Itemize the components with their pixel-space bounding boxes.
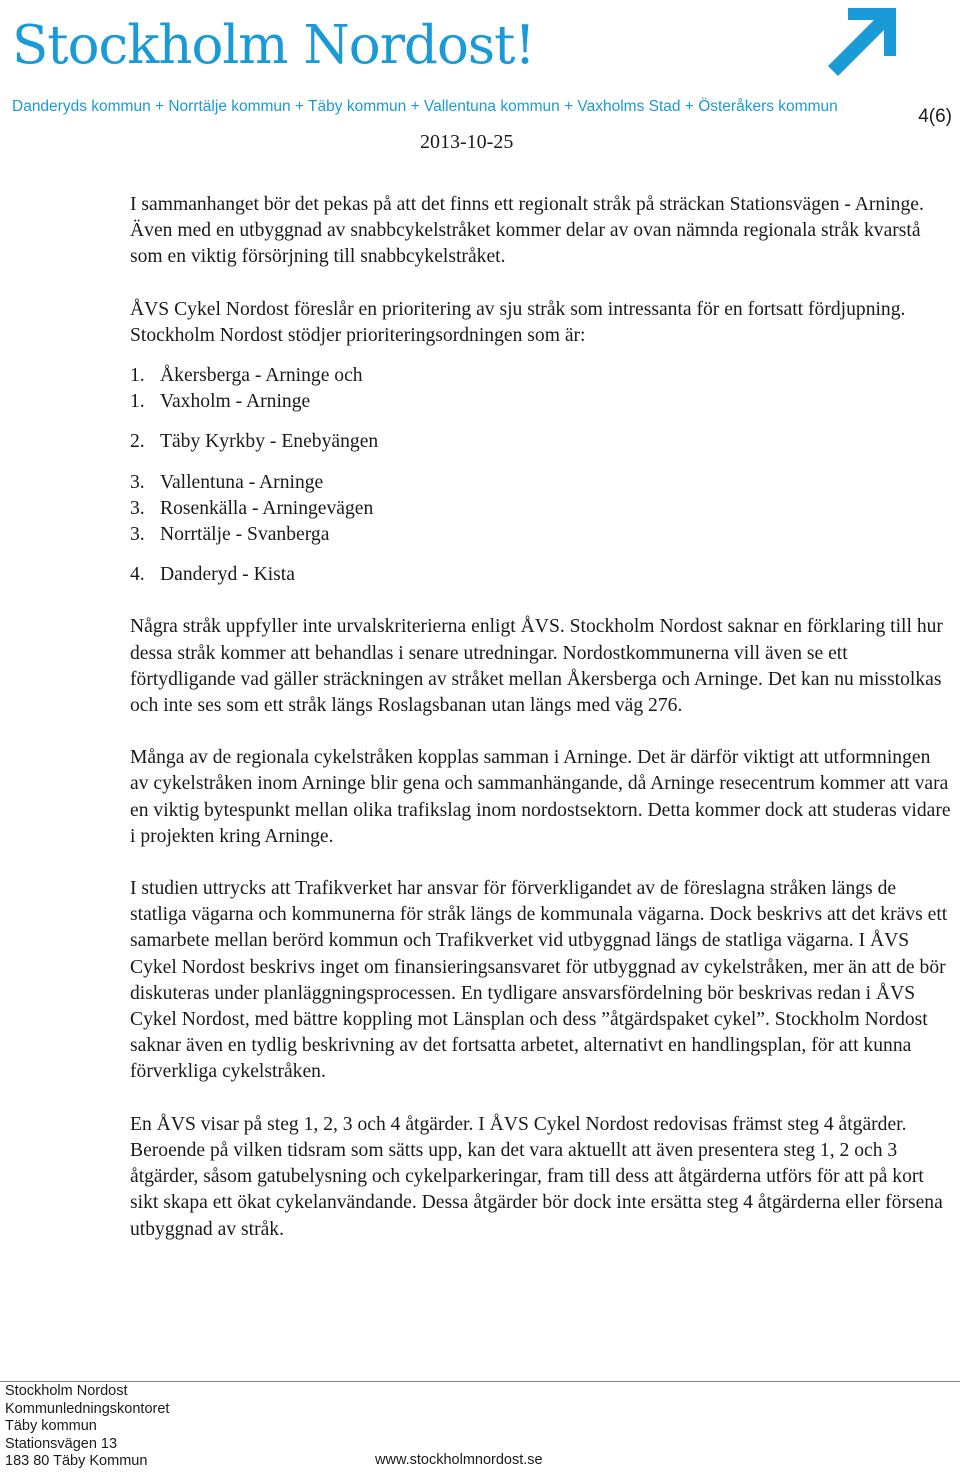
municipalities-line: Danderyds kommun + Norrtälje kommun + Täby kommun + Vallentuna kommun + Vaxholms Stad + Österåkers kommun — [12, 98, 838, 115]
paragraph-2: ÅVS Cykel Nordost föreslår en prioritering av sju stråk som intressanta för en fortsatt fördjupning. Stockholm Nordost stödjer prioriteringsordningen som är: — [130, 298, 906, 346]
logo-title: Stockholm Nordost! — [12, 15, 535, 76]
list-item: 4. Danderyd - Kista — [130, 564, 295, 586]
priority-group-2 — [130, 429, 952, 455]
footer-org: Stockholm Nordost — [5, 1383, 128, 1399]
paragraph-5: I studien uttrycks att Trafikverket har ansvar för förverkligandet av de föreslagna stråken längs de statliga vägarna och kommunerna för stråk längs de kommunala vägarna. Dock beskrivs att det krävs ett samarbete mellan berörd kommun och Trafikverket vid utbyggnad längs de statliga vägarna. I ÅVS Cykel Nordost beskrivs inget om finansieringsansvaret för utbyggnad av cykelstråken, mer än att de bör diskuteras under planläggningsprocessen. En tydligare ansvarsfördelning bör beskrivas redan i ÅVS Cykel Nordost, med bättre koppling mot Länsplan och dess ”åtgärdspaket cykel”. Stockholm Nordost saknar även en tydlig beskrivning av det fortsatta arbetet, alternativt en handlingsplan, för att kunna förverkliga cykelstråken. — [130, 878, 948, 1083]
priority-group-3 — [130, 470, 952, 549]
paragraph-6: En ÅVS visar på steg 1, 2, 3 och 4 åtgärder. I ÅVS Cykel Nordost redovisas främst steg 4 åtgärder. Beroende på vilken tidsram som sätts upp, kan det vara aktuellt att även presentera steg 1, 2 och 3 åtgärder, såsom gatubelysning och cykelparkeringar, fram till dess att åtgärderna utförs för att på kort sikt skapa ett ökat cykelanvändande. Dessa åtgärder bör dock inte ersätta steg 4 åtgärderna eller försena utbyggnad av stråk. — [130, 1113, 943, 1240]
footer-postal: 183 80 Täby Kommun — [5, 1453, 148, 1469]
footer-street: Stationsvägen 13 — [5, 1435, 118, 1452]
paragraph-4: Många av de regionala cykelstråken kopplas samman i Arninge. Det är därför viktigt att utformningen av cykelstråken inom Arninge blir gena och sammanhängande, då Arninge resecentrum kommer att vara en viktig bytespunkt mellan olika trafikslag inom nordostsektorn. Detta kommer dock att studeras vidare i projekten kring Arninge. — [130, 747, 951, 847]
footer-address — [5, 1383, 169, 1471]
document-date: 2013-10-25 — [420, 131, 514, 153]
list-item: 2. Täby Kyrkby - Enebyängen — [130, 431, 379, 453]
list-item: 1. Vaxholm - Arninge — [130, 391, 311, 413]
priority-group-1 — [130, 363, 952, 415]
list-item: 1. Åkersberga - Arninge och — [130, 365, 363, 387]
paragraph-1: I sammanhanget bör det pekas på att det finns ett regionalt stråk på sträckan Stationsvägen - Arninge. Även med en utbyggnad av snabbcykelstråket kommer delar av ovan nämnda regionala stråk kvarstå som en viktig försörjning till snabbcykelstråket. — [130, 194, 924, 268]
list-item: 3. Norrtälje - Svanberga — [130, 524, 330, 546]
page-number: 4(6) — [918, 106, 952, 127]
footer-municipality: Täby kommun — [5, 1418, 97, 1434]
footer-divider — [0, 1381, 960, 1382]
priority-group-4 — [130, 562, 952, 588]
footer-office: Kommunledningskontoret — [5, 1400, 170, 1417]
list-item: 3. Rosenkälla - Arningevägen — [130, 497, 374, 519]
paragraph-3: Några stråk uppfyller inte urvalskriterierna enligt ÅVS. Stockholm Nordost saknar en förklaring till hur dessa stråk kommer att behandlas i senare utredningar. Nordostkommunerna vill även se ett förtydligande vad gäller sträckningen av stråket mellan Åkersberga och Arninge. Det kan nu misstolkas och inte ses som ett stråk längs Roslagsbanan utan längs med väg 276. — [130, 616, 943, 717]
document-body — [130, 192, 952, 1243]
arrow-logo-icon — [828, 4, 900, 76]
list-item: 3. Vallentuna - Arninge — [130, 471, 324, 493]
footer-website-link[interactable]: www.stockholmnordost.se — [375, 1452, 543, 1468]
